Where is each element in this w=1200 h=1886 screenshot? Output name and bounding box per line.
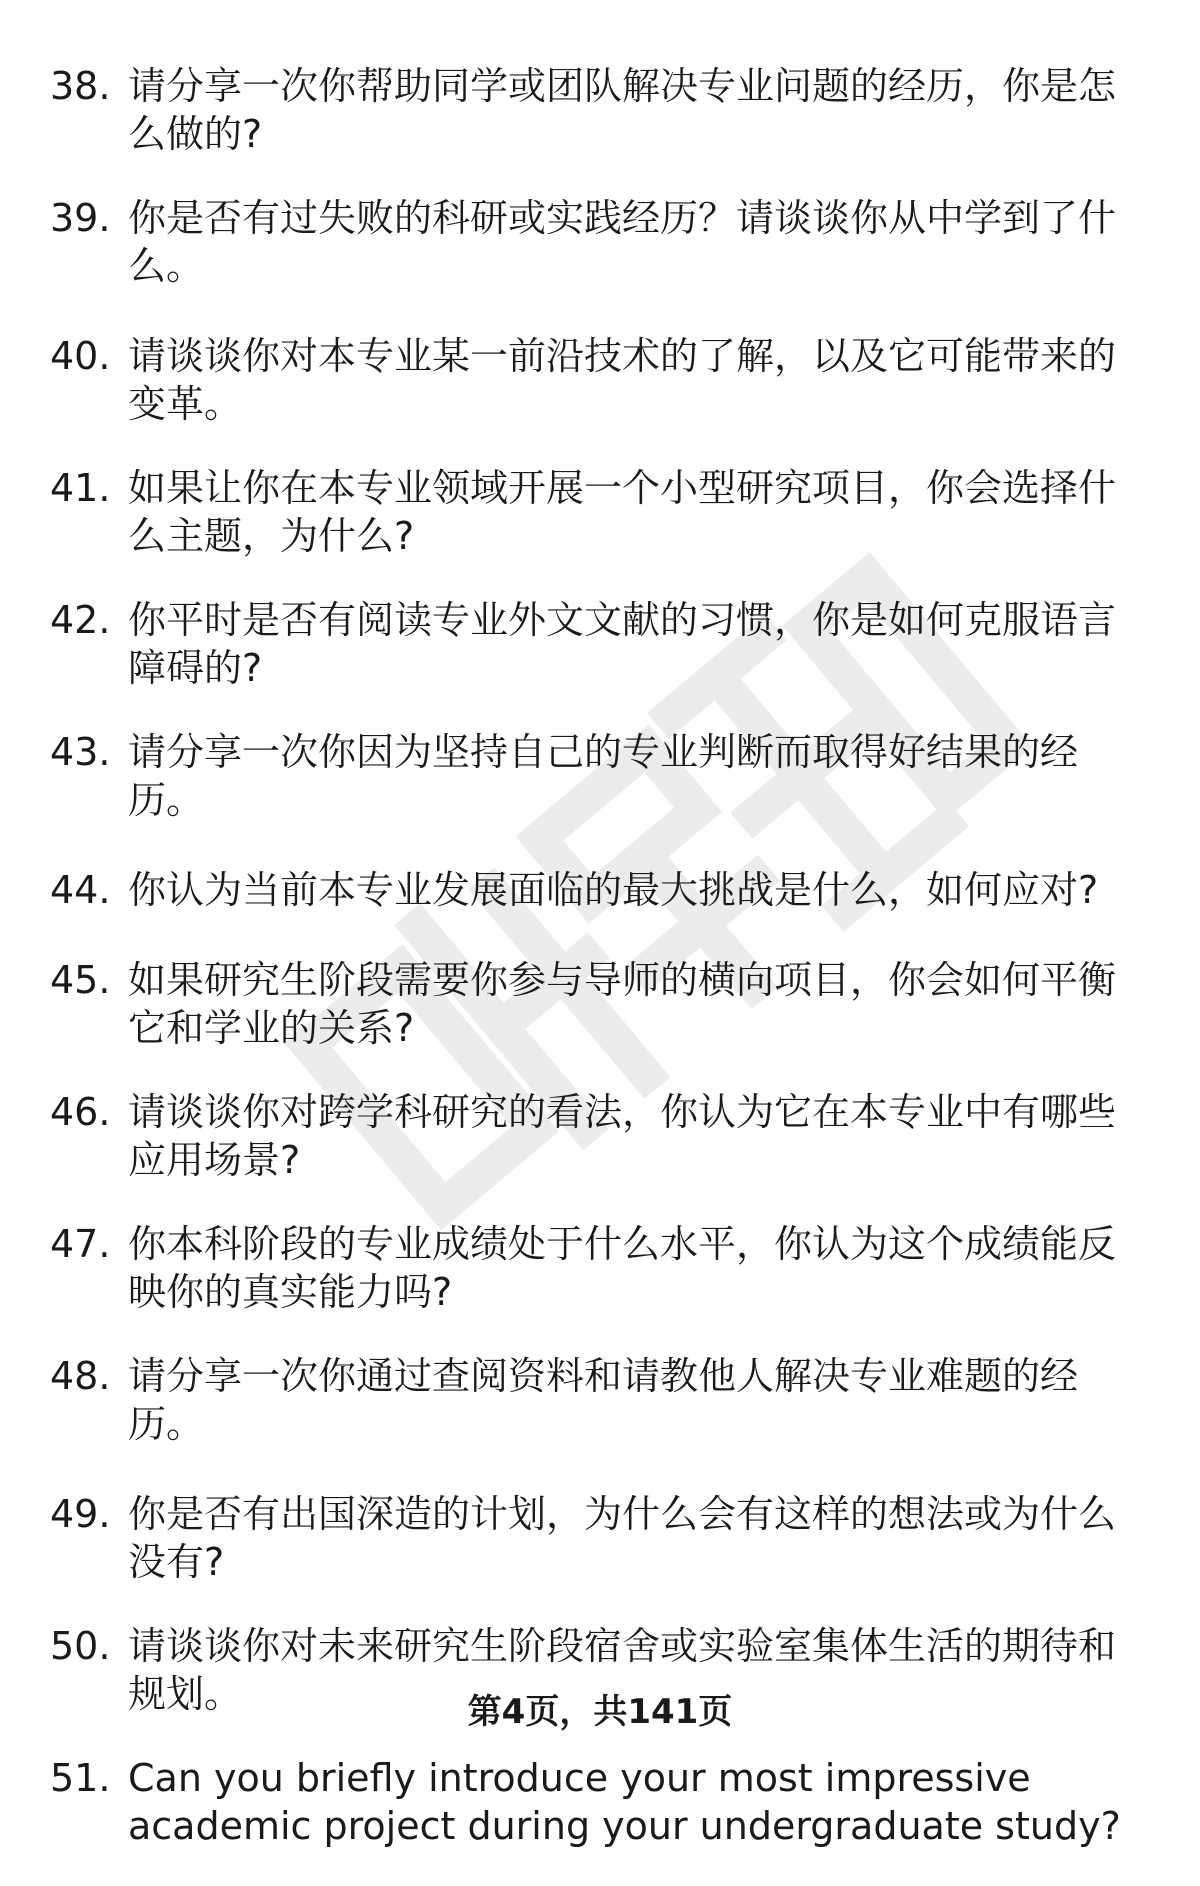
question-number: 47. [50, 1222, 111, 1266]
question-text: 如果让你在本专业领域开展一个小型研究项目，你会选择什么主题，为什么? [128, 466, 1117, 558]
question-number: 51. [50, 1756, 111, 1800]
question-item [50, 866, 1150, 914]
question-text: 请分享一次你帮助同学或团队解决专业问题的经历，你是怎么做的? [128, 64, 1117, 156]
question-text: 请谈谈你对本专业某一前沿技术的了解，以及它可能带来的变革。 [128, 334, 1117, 426]
question-item [50, 1352, 1150, 1448]
question-item [50, 332, 1150, 428]
question-text: 你是否有出国深造的计划，为什么会有这样的想法或为什么没有? [128, 1492, 1117, 1584]
question-text: 如果研究生阶段需要你参与导师的横向项目，你会如何平衡它和学业的关系? [128, 958, 1117, 1050]
question-number: 39. [50, 196, 111, 240]
question-text: 请谈谈你对跨学科研究的看法，你认为它在本专业中有哪些应用场景? [128, 1090, 1117, 1182]
question-number: 41. [50, 466, 111, 510]
question-item [50, 956, 1150, 1052]
question-text: 你本科阶段的专业成绩处于什么水平，你认为这个成绩能反映你的真实能力吗? [128, 1222, 1117, 1314]
question-item [50, 62, 1150, 158]
question-item [50, 1490, 1150, 1586]
question-number: 44. [50, 868, 111, 912]
question-text: Can you briefly introduce your most impressive academic project during your undergraduate study? [128, 1756, 1121, 1848]
question-list [50, 62, 1150, 1886]
question-item [50, 1220, 1150, 1316]
question-number: 48. [50, 1354, 111, 1398]
question-text: 你认为当前本专业发展面临的最大挑战是什么，如何应对? [128, 868, 1099, 912]
question-number: 42. [50, 598, 111, 642]
question-item [50, 1088, 1150, 1184]
question-number: 43. [50, 730, 111, 774]
question-number: 40. [50, 334, 111, 378]
question-text: 请分享一次你通过查阅资料和请教他人解决专业难题的经历。 [128, 1354, 1079, 1446]
page-number-footer: 第4页，共141页 [467, 1692, 733, 1732]
question-item [50, 194, 1150, 290]
question-item [50, 464, 1150, 560]
question-number: 45. [50, 958, 111, 1002]
question-item [50, 728, 1150, 824]
question-number: 46. [50, 1090, 111, 1134]
question-item [50, 1754, 1150, 1850]
question-text: 你是否有过失败的科研或实践经历？请谈谈你从中学到了什么。 [128, 196, 1117, 288]
question-item [50, 596, 1150, 692]
question-number: 49. [50, 1492, 111, 1536]
question-number: 50. [50, 1624, 111, 1668]
question-text: 你平时是否有阅读专业外文文献的习惯，你是如何克服语言障碍的? [128, 598, 1117, 690]
question-text: 请分享一次你因为坚持自己的专业判断而取得好结果的经历。 [128, 730, 1079, 822]
question-text: 请谈谈你对未来研究生阶段宿舍或实验室集体生活的期待和规划。 [128, 1624, 1117, 1716]
question-number: 38. [50, 64, 111, 108]
